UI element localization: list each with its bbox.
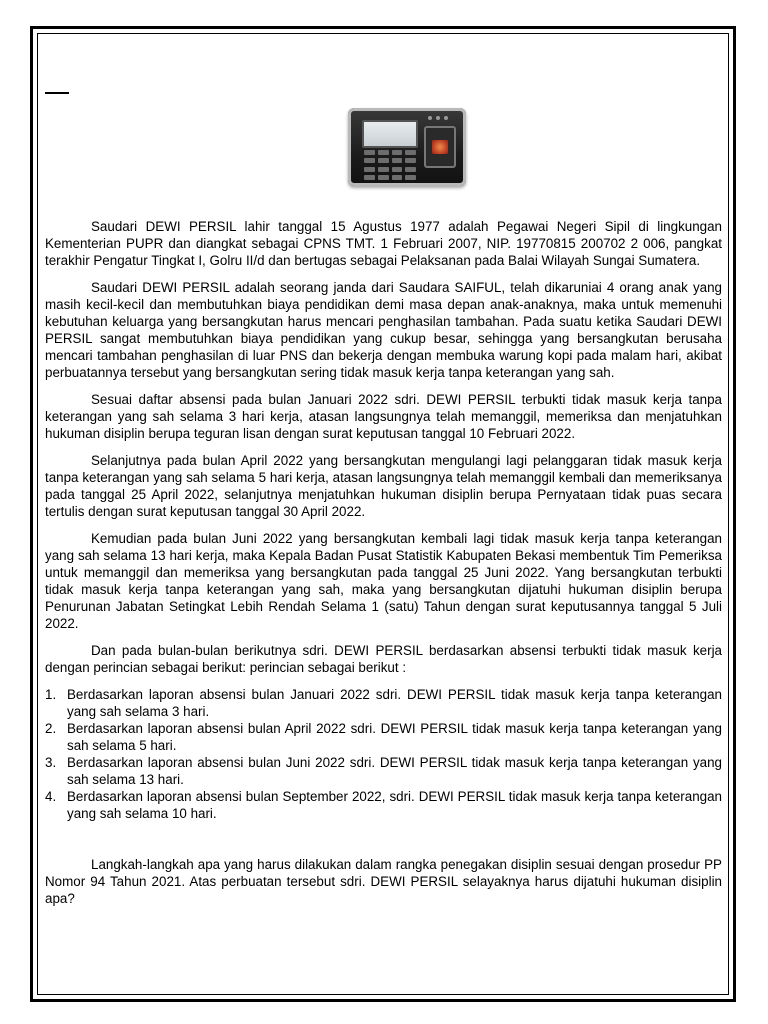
- list-number: 2.: [45, 721, 57, 736]
- document-body: [45, 218, 722, 917]
- fingerprint-pad: [432, 140, 448, 154]
- list-number: 1.: [45, 687, 57, 702]
- list-text: Berdasarkan laporan absensi bulan April 2022 sdri. DEWI PERSIL tidak masuk kerja tanpa keterangan yang sah selama 5 hari.: [67, 721, 722, 753]
- fingerprint-scanner: [424, 126, 456, 168]
- paragraph-5: Kemudian pada bulan Juni 2022 yang bersangkutan kembali lagi tidak masuk kerja tanpa keterangan yang sah selama 13 hari kerja, maka Kepala Badan Pusat Statistik Kabupaten Bekasi membentuk Tim Pemeriksa untuk memanggil dan memeriksa yang bersangkutan pada tanggal 25 Juni 2022. Yang bersangkutan terbukti tidak masuk kerja tanpa keterangan yang sah, maka yang bersangkutan dijatuhi hukuman disiplin berupa Penurunan Jabatan Setingkat Lebih Rendah Selama 1 (satu) Tahun dengan surat keputusannya tanggal 5 Juli 2022.: [45, 531, 722, 631]
- closing-question: Langkah-langkah apa yang harus dilakukan dalam rangka penegakan disiplin sesuai dengan prosedur PP Nomor 94 Tahun 2021. Atas perbuatan tersebut sdri. DEWI PERSIL selayaknya harus dijatuhi hukuman disiplin apa?: [45, 857, 722, 906]
- device-keypad: [364, 150, 416, 180]
- paragraph-3: Sesuai daftar absensi pada bulan Januari 2022 sdri. DEWI PERSIL terbukti tidak masuk kerja tanpa keterangan yang sah selama 3 hari kerja, atasan langsungnya telah memanggil, memeriksa dan menjatuhkan hukuman disiplin berupa teguran lisan dengan surat keputusan tanggal 10 Februari 2022.: [45, 392, 722, 441]
- dash-mark: [45, 92, 69, 94]
- list-number: 3.: [45, 755, 57, 770]
- list-item: [45, 686, 722, 720]
- device-screen: [362, 120, 418, 148]
- device-leds: [428, 116, 448, 120]
- paragraph-2: Saudari DEWI PERSIL adalah seorang janda dari Saudara SAIFUL, telah dikaruniai 4 orang anak yang masih kecil-kecil dan membutuhkan biaya pendidikan demi masa depan anak-anaknya, maka untuk memenuhi kebutuhan keluarga yang bersangkutan harus mencari penghasilan tambahan. Pada suatu ketika Saudari DEWI PERSIL sangat membutuhkan biaya pendidikan yang cukup besar, sehingga yang bersangkutan berusaha mencari tambahan penghasilan di luar PNS dan bekerja dengan membuka warung kopi pada malam hari, akibat perbuatannya tersebut yang bersangkutan sering tidak masuk kerja tanpa keterangan yang sah.: [45, 280, 722, 380]
- fingerprint-attendance-device-icon: [348, 108, 466, 186]
- list-text: Berdasarkan laporan absensi bulan September 2022, sdri. DEWI PERSIL tidak masuk kerja tanpa keterangan yang sah selama 10 hari.: [67, 789, 722, 821]
- list-text: Berdasarkan laporan absensi bulan Juni 2022 sdri. DEWI PERSIL tidak masuk kerja tanpa keterangan yang sah selama 13 hari.: [67, 755, 722, 787]
- list-item: [45, 720, 722, 754]
- paragraph-1: Saudari DEWI PERSIL lahir tanggal 15 Agustus 1977 adalah Pegawai Negeri Sipil di lingkungan Kementerian PUPR dan diangkat sebagai CPNS TMT. 1 Februari 2007, NIP. 19770815 200702 2 006, pangkat terakhir Pengatur Tingkat I, Golru II/d dan bertugas sebagai Pelaksanan pada Balai Wilayah Sungai Sumatera.: [45, 219, 722, 268]
- list-item: [45, 754, 722, 788]
- absence-list: [45, 686, 722, 822]
- list-item: [45, 788, 722, 822]
- list-text: Berdasarkan laporan absensi bulan Januari 2022 sdri. DEWI PERSIL tidak masuk kerja tanpa keterangan yang sah selama 3 hari.: [67, 687, 722, 719]
- paragraph-4: Selanjutnya pada bulan April 2022 yang bersangkutan mengulangi lagi pelanggaran tidak masuk kerja tanpa keterangan yang sah selama 5 hari kerja, atasan langsungnya telah memanggil kembali dan memeriksanya pada tanggal 25 April 2022, selanjutnya menjatuhkan hukuman disiplin berupa Pernyataan tidak puas secara tertulis dengan surat keputusan tanggal 30 April 2022.: [45, 453, 722, 519]
- list-number: 4.: [45, 789, 57, 804]
- paragraph-6: Dan pada bulan-bulan berikutnya sdri. DEWI PERSIL berdasarkan absensi terbukti tidak masuk kerja dengan perincian sebagai berikut: perincian sebagai berikut :: [45, 643, 722, 675]
